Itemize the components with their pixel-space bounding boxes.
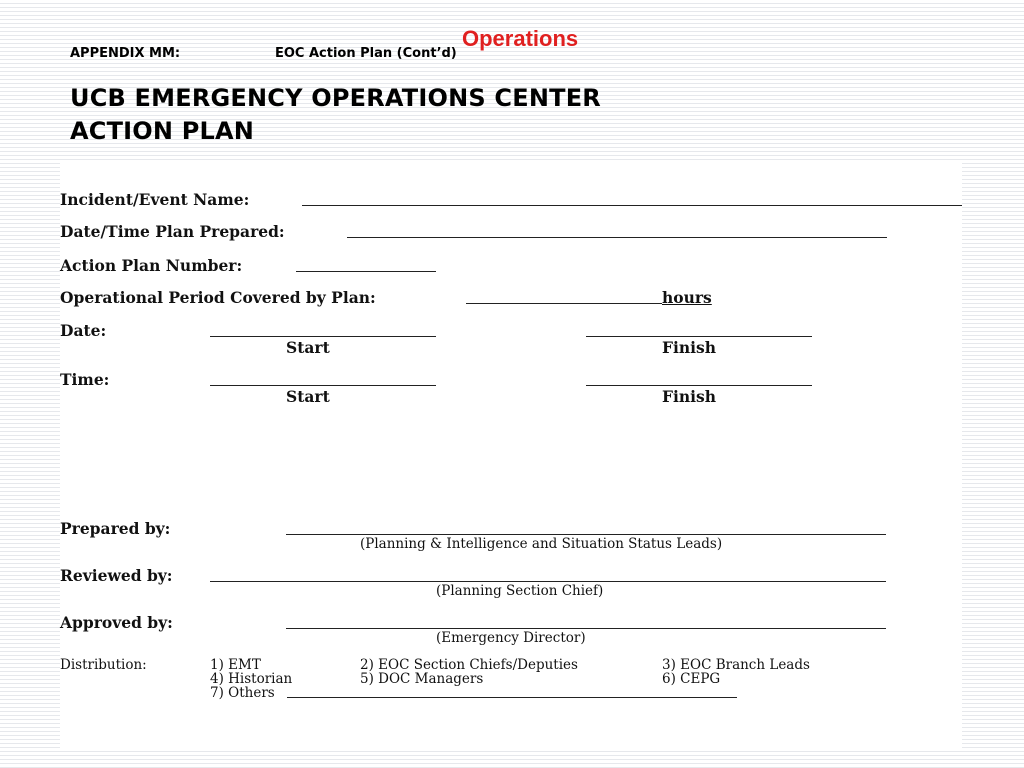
distribution-item: 6) CEPG — [662, 671, 721, 687]
prepared-by-line — [286, 534, 886, 535]
approved-by-label: Approved by: — [60, 613, 173, 632]
time-label: Time: — [60, 370, 110, 389]
prepared-by-note: (Planning & Intelligence and Situation Status Leads) — [360, 536, 723, 552]
appendix-title: EOC Action Plan (Cont’d) — [275, 46, 457, 61]
reviewed-by-note: (Planning Section Chief) — [436, 583, 604, 599]
plan-number-line — [296, 271, 436, 272]
date-label: Date: — [60, 321, 107, 340]
op-period-label: Operational Period Covered by Plan: — [60, 288, 376, 307]
incident-label: Incident/Event Name: — [60, 190, 250, 209]
page-title-line1: UCB EMERGENCY OPERATIONS CENTER — [70, 84, 601, 112]
date-start-caption: Start — [286, 338, 330, 357]
date-finish-line — [586, 336, 812, 337]
time-start-caption: Start — [286, 387, 330, 406]
section-tag: Operations — [462, 26, 579, 51]
reviewed-by-label: Reviewed by: — [60, 566, 173, 585]
date-start-line — [210, 336, 436, 337]
reviewed-by-line — [210, 581, 886, 582]
plan-number-label: Action Plan Number: — [60, 256, 243, 275]
distribution-item: 7) Others — [210, 685, 275, 701]
date-finish-caption: Finish — [662, 338, 717, 357]
distribution-item: 4) Historian — [210, 671, 293, 687]
distribution-item: 5) DOC Managers — [360, 671, 484, 687]
distribution-item: 1) EMT — [210, 657, 261, 673]
appendix-label: APPENDIX MM: — [70, 46, 181, 61]
action-plan-form — [60, 162, 962, 748]
approved-by-line — [286, 628, 886, 629]
incident-line — [302, 205, 962, 206]
datetime-prepared-line — [347, 237, 887, 238]
op-period-line — [466, 303, 662, 304]
distribution-item: 2) EOC Section Chiefs/Deputies — [360, 657, 578, 673]
page-title-line2: ACTION PLAN — [70, 117, 255, 145]
prepared-by-label: Prepared by: — [60, 519, 171, 538]
time-finish-line — [586, 385, 812, 386]
distribution-item: 3) EOC Branch Leads — [662, 657, 810, 673]
datetime-prepared-label: Date/Time Plan Prepared: — [60, 222, 285, 241]
distribution-label: Distribution: — [60, 657, 147, 673]
distribution-others-line — [287, 697, 737, 698]
time-finish-caption: Finish — [662, 387, 717, 406]
hours-label: hours — [662, 288, 712, 307]
time-start-line — [210, 385, 436, 386]
approved-by-note: (Emergency Director) — [436, 630, 586, 646]
